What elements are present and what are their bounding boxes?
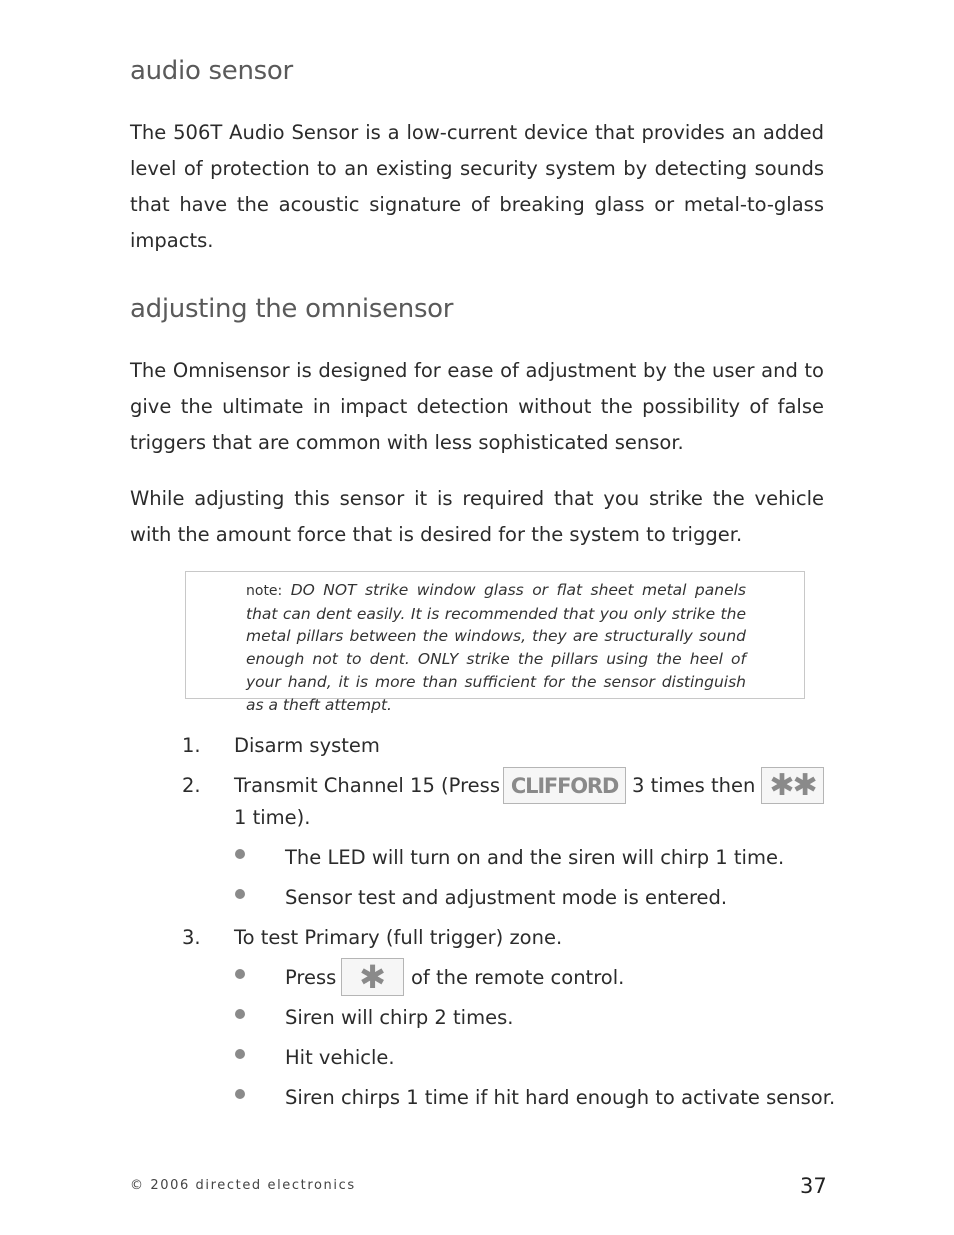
step-number: 1. (182, 734, 201, 757)
star-button[interactable] (341, 958, 404, 996)
clifford-button[interactable] (503, 767, 626, 804)
bullet-icon (235, 1009, 245, 1019)
omnisensor-intro-paragraph: The Omnisensor is designed for ease of adjustment by the user and to give the ultimate in impact detection without the possibility of false triggers that are common with less sophisticated sensor. (130, 359, 824, 454)
omnisensor-heading: adjusting the omnisensor (130, 294, 454, 324)
clifford-logo-label: CLIFFORD (510, 773, 619, 798)
step-number: 3. (182, 926, 201, 949)
bullet-icon (235, 969, 245, 979)
step-number: 2. (182, 774, 201, 797)
step-text: Disarm system (234, 734, 380, 757)
double-star-button[interactable] (761, 767, 824, 804)
note-body: DO NOT strike window glass or flat sheet metal panels that can dent easily. It is recommended that you only strike the metal pillars between the windows, they are structurally sound enough not to dent. ONLY strike the pillars using the heel of your hand, it is more than sufficient for the sensor distinguish as a theft attempt. (246, 581, 746, 714)
bullet-press-label: Press (285, 966, 337, 989)
note-box (185, 571, 805, 714)
bullet-hit-vehicle: Hit vehicle. (285, 1046, 395, 1069)
step-text-times-then: 3 times then (632, 774, 756, 797)
copyright-footer: © 2006 directed electronics (130, 1178, 356, 1193)
note-label: note: (246, 583, 283, 599)
bullet-icon (235, 849, 245, 859)
bullet-siren-chirp-1: Siren chirps 1 time if hit hard enough to activate sensor. (285, 1086, 836, 1109)
bullet-icon (235, 1049, 245, 1059)
bullet-icon (235, 889, 245, 899)
double-star-icon: ✱✱ (769, 767, 816, 803)
star-icon: ✱ (359, 958, 386, 996)
bullet-press-remote: of the remote control. (411, 966, 625, 989)
step-text: To test Primary (full trigger) zone. (234, 926, 563, 949)
omnisensor-force-paragraph: While adjusting this sensor it is required that you strike the vehicle with the amount force that is desired for the system to trigger. (130, 487, 824, 546)
bullet-test-mode: Sensor test and adjustment mode is entered. (285, 886, 728, 909)
step-text-one-time: 1 time). (234, 806, 311, 829)
page-number: 37 (800, 1174, 827, 1198)
note-text (246, 579, 746, 716)
audio-sensor-heading: audio sensor (130, 56, 293, 86)
bullet-led-chirp: The LED will turn on and the siren will chirp 1 time. (285, 846, 785, 869)
bullet-siren-chirp-2: Siren will chirp 2 times. (285, 1006, 514, 1029)
bullet-icon (235, 1089, 245, 1099)
step-text-transmit: Transmit Channel 15 (Press (234, 774, 500, 797)
audio-sensor-description: The 506T Audio Sensor is a low-current device that provides an added level of protection to an existing security system by detecting sounds that have the acoustic signature of breaking glass or metal-to-glass impacts. (130, 121, 824, 252)
